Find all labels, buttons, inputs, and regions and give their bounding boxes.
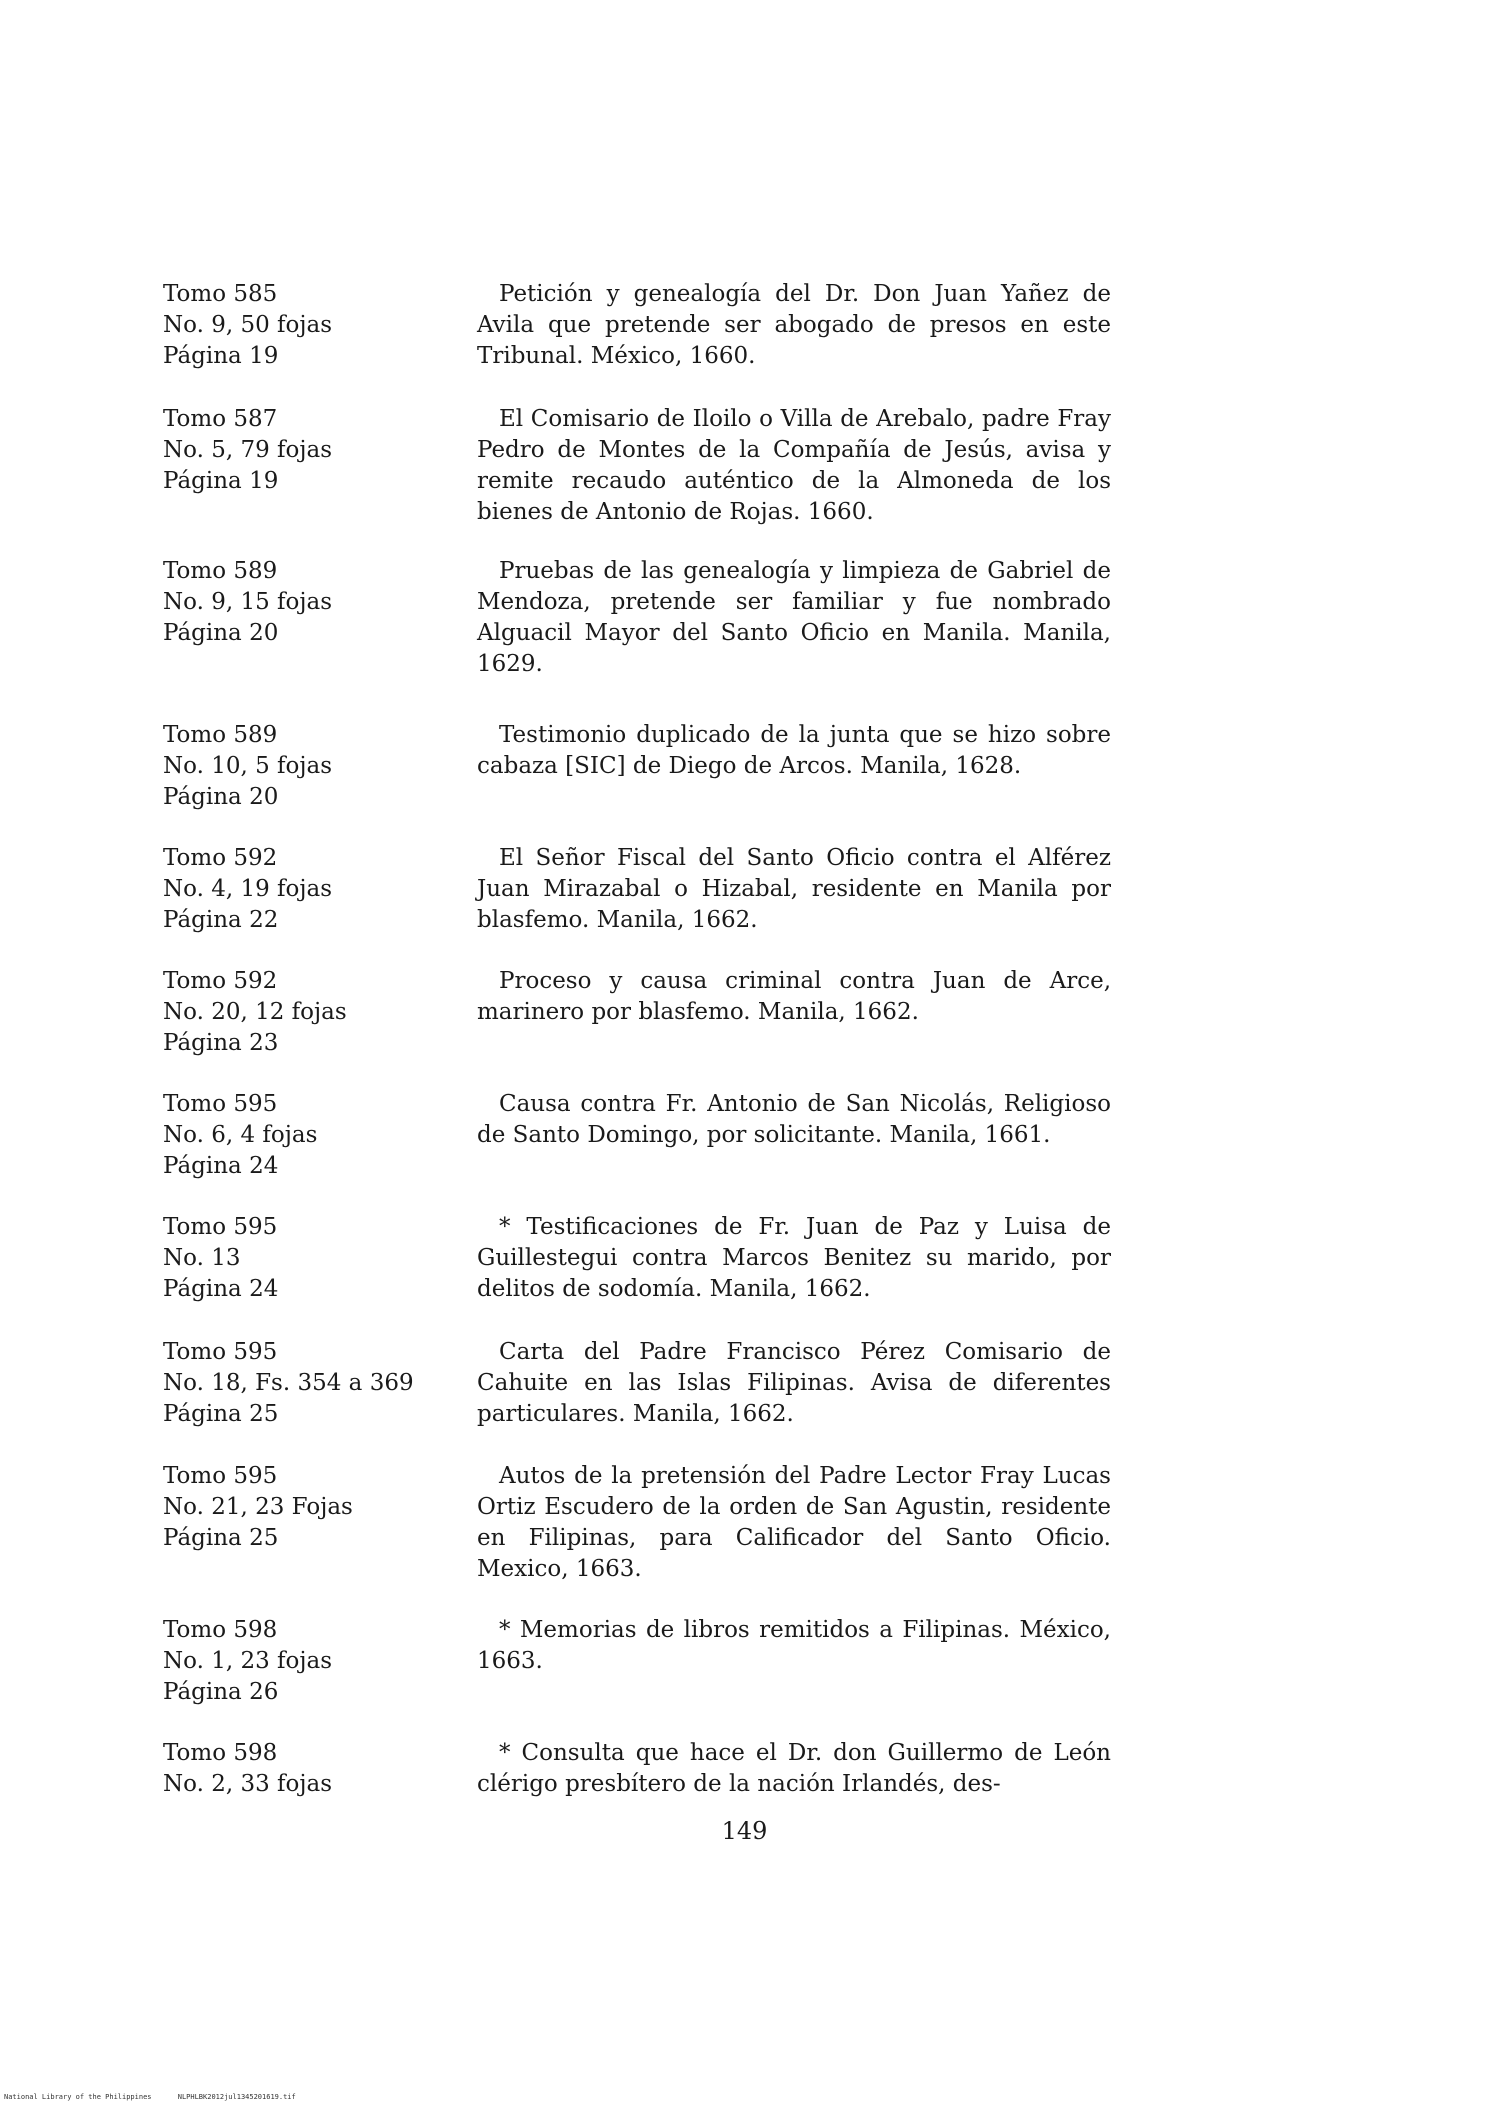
reference-line: Página 24 (163, 1153, 279, 1179)
entry-reference (163, 1461, 463, 1554)
footer-library: National Library of the Philippines (4, 2093, 152, 2101)
entry-reference (163, 1738, 463, 1800)
reference-line: Página 19 (163, 343, 279, 369)
reference-line: Página 22 (163, 907, 279, 933)
entry-reference (163, 556, 463, 649)
reference-line: Tomo 595 (163, 1214, 278, 1240)
reference-line: Página 19 (163, 468, 279, 494)
reference-line: Tomo 589 (163, 558, 278, 584)
entry-description (477, 1461, 1111, 1585)
description-text: El Comisario de Iloilo o Villa de Arebalo, padre Fray Pedro de Montes de la Compañía de Jesús, avisa y remite recaudo auténtico de la Almoneda de los bienes de Antonio de Rojas. 1660. (477, 406, 1111, 525)
entry-reference (163, 1337, 463, 1430)
reference-line: No. 9, 15 fojas (163, 589, 333, 615)
reference-line: Tomo 595 (163, 1339, 278, 1365)
description-text: Testimonio duplicado de la junta que se hizo sobre cabaza [SIC] de Diego de Arcos. Manila, 1628. (477, 722, 1111, 779)
reference-line: Página 20 (163, 784, 279, 810)
description-text: * Testificaciones de Fr. Juan de Paz y Luisa de Guillestegui contra Marcos Benitez su marido, por delitos de sodomía. Manila, 1662. (477, 1214, 1111, 1302)
entry-reference (163, 843, 463, 936)
reference-line: No. 10, 5 fojas (163, 753, 333, 779)
entry-reference (163, 1212, 463, 1305)
reference-line: No. 6, 4 fojas (163, 1122, 318, 1148)
reference-line: No. 13 (163, 1245, 241, 1271)
description-text: Causa contra Fr. Antonio de San Nicolás, Religioso de Santo Domingo, por solicitante. Manila, 1661. (477, 1091, 1111, 1148)
reference-line: Tomo 592 (163, 968, 278, 994)
entry-description (477, 404, 1111, 528)
entry-description (477, 1738, 1111, 1800)
reference-line: Página 25 (163, 1401, 279, 1427)
reference-line: Tomo 595 (163, 1091, 278, 1117)
entry-description (477, 279, 1111, 372)
reference-line: Página 26 (163, 1679, 279, 1705)
entry-reference (163, 279, 463, 372)
description-text: Pruebas de las genealogía y limpieza de Gabriel de Mendoza, pretende ser familiar y fue nombrado Alguacil Mayor del Santo Oficio en Manila. Manila, 1629. (477, 558, 1111, 677)
entry-reference (163, 966, 463, 1059)
scan-footer (4, 2093, 318, 2101)
description-text: Petición y genealogía del Dr. Don Juan Yañez de Avila que pretende ser abogado de presos en este Tribunal. México, 1660. (477, 281, 1111, 369)
reference-line: Tomo 598 (163, 1740, 278, 1766)
entry-reference (163, 404, 463, 497)
entry-description (477, 1089, 1111, 1151)
reference-line: No. 4, 19 fojas (163, 876, 333, 902)
footer-filename: NLPHLBK2012jul1345201619.tif (177, 2093, 296, 2101)
reference-line: Tomo 598 (163, 1617, 278, 1643)
reference-line: Tomo 587 (163, 406, 278, 432)
entry-description (477, 1337, 1111, 1430)
description-text: Proceso y causa criminal contra Juan de Arce, marinero por blasfemo. Manila, 1662. (477, 968, 1111, 1025)
reference-line: No. 1, 23 fojas (163, 1648, 333, 1674)
entry-description (477, 720, 1111, 782)
entry-reference (163, 1089, 463, 1182)
description-text: Carta del Padre Francisco Pérez Comisario de Cahuite en las Islas Filipinas. Avisa de diferentes particulares. Manila, 1662. (477, 1339, 1111, 1427)
reference-line: No. 21, 23 Fojas (163, 1494, 353, 1520)
reference-line: No. 18, Fs. 354 a 369 (163, 1370, 414, 1396)
reference-line: No. 9, 50 fojas (163, 312, 333, 338)
reference-line: Página 25 (163, 1525, 279, 1551)
entry-description (477, 1615, 1111, 1677)
reference-line: Tomo 595 (163, 1463, 278, 1489)
reference-line: Página 24 (163, 1276, 279, 1302)
reference-line: Página 20 (163, 620, 279, 646)
entry-description (477, 556, 1111, 680)
reference-line: Tomo 585 (163, 281, 278, 307)
description-text: El Señor Fiscal del Santo Oficio contra el Alférez Juan Mirazabal o Hizabal, residente en Manila por blasfemo. Manila, 1662. (477, 845, 1111, 933)
reference-line: Tomo 589 (163, 722, 278, 748)
description-text: Autos de la pretensión del Padre Lector Fray Lucas Ortiz Escudero de la orden de San Agustin, residente en Filipinas, para Calificador del Santo Oficio. Mexico, 1663. (477, 1463, 1111, 1582)
entry-reference (163, 1615, 463, 1708)
entry-description (477, 1212, 1111, 1305)
reference-line: No. 5, 79 fojas (163, 437, 333, 463)
reference-line: Página 23 (163, 1030, 279, 1056)
page-number: 149 (721, 1817, 768, 1845)
description-text: * Consulta que hace el Dr. don Guillermo de León clérigo presbítero de la nación Irlandés, des- (477, 1740, 1111, 1797)
entry-description (477, 966, 1111, 1028)
description-text: * Memorias de libros remitidos a Filipinas. México, 1663. (477, 1617, 1111, 1674)
reference-line: Tomo 592 (163, 845, 278, 871)
entry-reference (163, 720, 463, 813)
reference-line: No. 20, 12 fojas (163, 999, 347, 1025)
reference-line: No. 2, 33 fojas (163, 1771, 333, 1797)
entry-description (477, 843, 1111, 936)
